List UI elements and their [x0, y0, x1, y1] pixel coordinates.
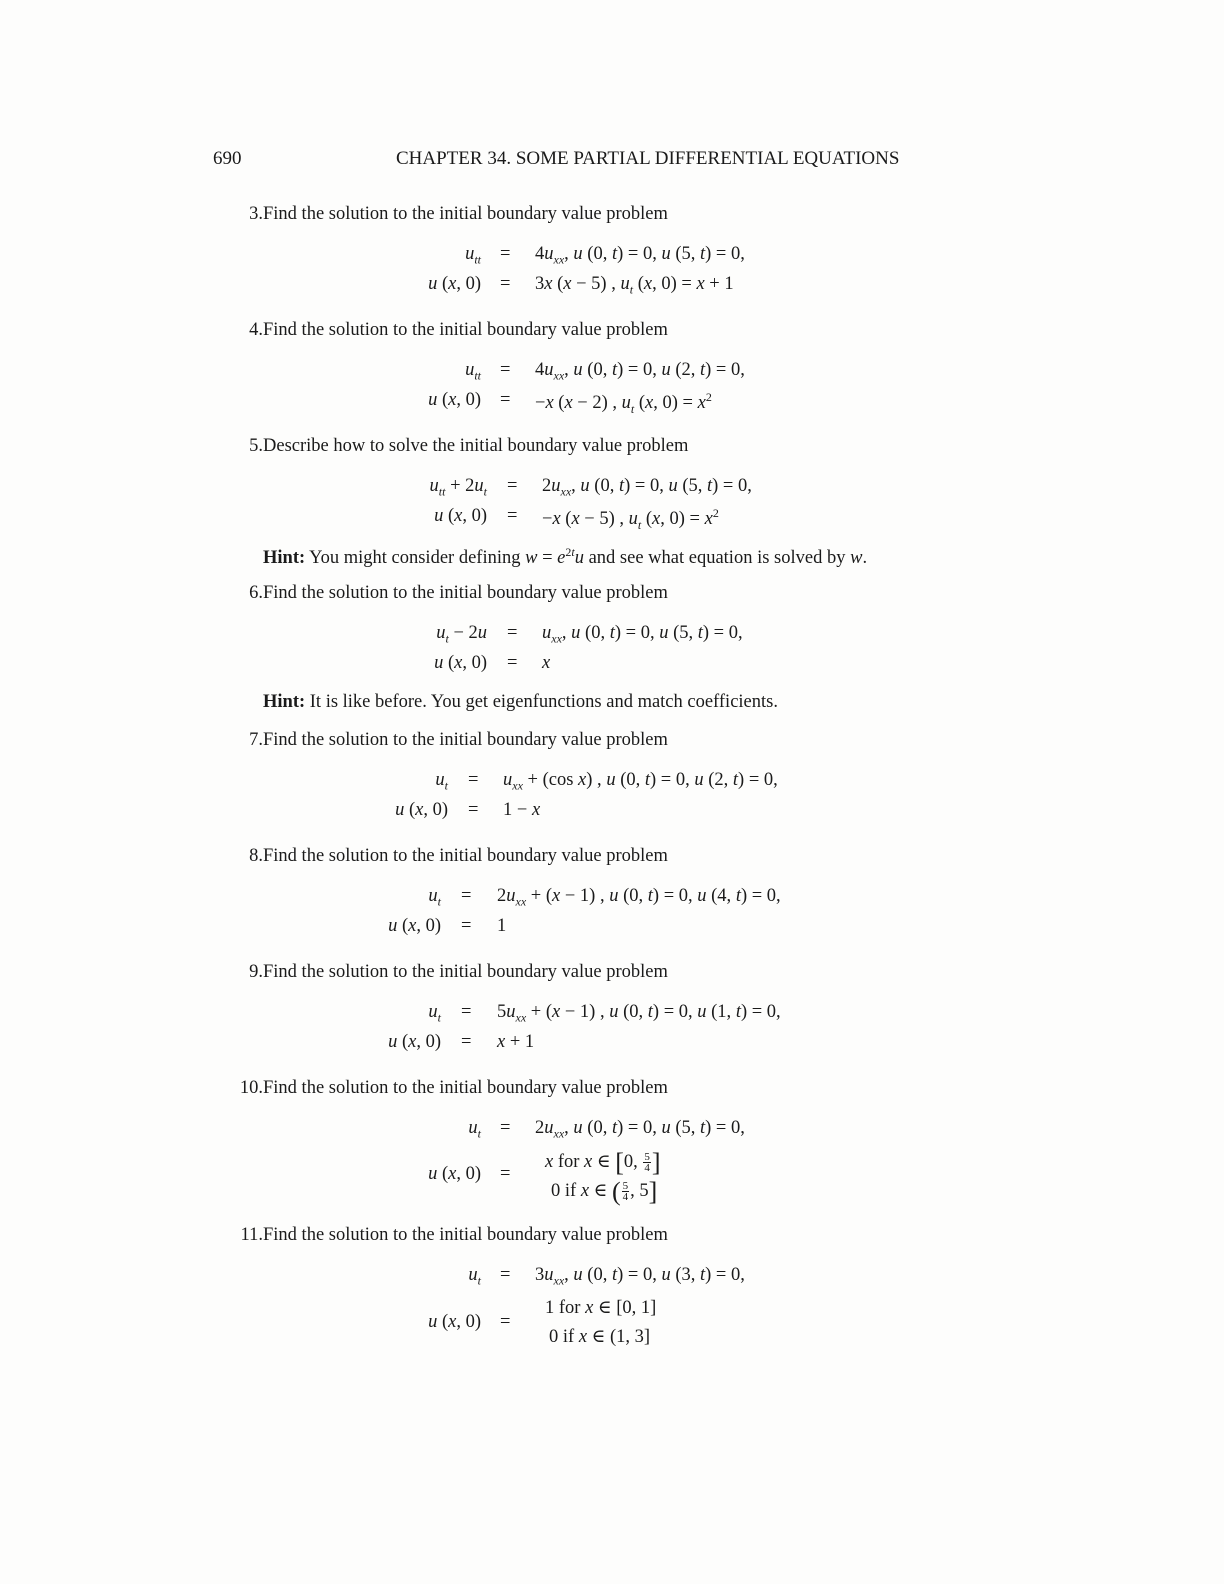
problem-number: 10. — [239, 1078, 263, 1098]
piecewise-case: 0 if x ∈ ( $\frac{5}{4}$ , 5] — [551, 1177, 658, 1206]
eq-rel: = — [500, 390, 511, 410]
eq-rhs: x — [542, 653, 551, 673]
problem-text: Describe how to solve the initial boundary value problem — [263, 436, 689, 456]
problem-number: 6. — [249, 583, 263, 603]
eq-lhs: $u_t$ — [435, 770, 448, 793]
eq-rhs: $3u_{xx}$, u (0, t) = 0, u (3, t) = 0, — [535, 1265, 745, 1288]
problem-text: Find the solution to the initial boundary value problem — [263, 320, 668, 340]
eq-lhs: $u_t$ — [468, 1118, 481, 1141]
eq-rel: = — [500, 1164, 511, 1184]
eq-rhs: x + 1 — [497, 1032, 535, 1052]
eq-lhs: $u_{tt}$ — [465, 244, 481, 267]
problem-number: 7. — [249, 730, 263, 750]
problem-number: 3. — [249, 204, 263, 224]
chapter-title: CHAPTER 34. SOME PARTIAL DIFFERENTIAL EQUATIONS — [396, 148, 900, 169]
eq-lhs: $u_{tt} + 2u_t$ — [429, 476, 487, 499]
problem-number: 9. — [249, 962, 263, 982]
hint — [263, 545, 867, 569]
eq-rhs: $4u_{xx}$, u (0, t) = 0, u (5, t) = 0, — [535, 244, 745, 267]
eq-rel: = — [468, 800, 479, 820]
eq-lhs: $u_t$ — [468, 1265, 481, 1288]
eq-rel: = — [507, 506, 518, 526]
piecewise-case: 1 for x ∈ [0, 1] — [545, 1298, 657, 1318]
problem-text: Find the solution to the initial boundary value problem — [263, 730, 668, 750]
eq-lhs: u (x, 0) — [434, 653, 487, 673]
eq-rhs: $4u_{xx}$, u (0, t) = 0, u (2, t) = 0, — [535, 360, 745, 383]
problem-number: 8. — [249, 846, 263, 866]
eq-rel: = — [461, 1032, 472, 1052]
eq-rhs: $2u_{xx}$, u (0, t) = 0, u (5, t) = 0, — [535, 1118, 745, 1141]
eq-rel: = — [461, 886, 472, 906]
eq-rel: = — [500, 1265, 511, 1285]
eq-rhs: $u_{xx} + (\cos$ x) , u (0, t) = 0, u (2, t) = 0, — [503, 770, 778, 793]
hint-text: You might consider defining $w = e^{2t}u$ and see what equation is solved by w. — [309, 545, 868, 569]
eq-rel: = — [500, 360, 511, 380]
eq-lhs: u (x, 0) — [395, 800, 448, 820]
eq-lhs: $u_t$ — [428, 886, 441, 909]
problem-number: 4. — [249, 320, 263, 340]
eq-lhs: $u_t - 2u$ — [436, 623, 487, 646]
eq-rhs: $2u_{xx}$, u (0, t) = 0, u (5, t) = 0, — [542, 476, 752, 499]
problem-text: Find the solution to the initial boundary value problem — [263, 846, 668, 866]
eq-rel: = — [500, 244, 511, 264]
problem-number: 5. — [249, 436, 263, 456]
problem-text: Find the solution to the initial boundary value problem — [263, 204, 668, 224]
eq-rel: = — [468, 770, 479, 790]
hint — [263, 692, 778, 713]
piecewise-case: 0 if x ∈ (1, 3] — [549, 1327, 651, 1347]
eq-rhs: 3x (x − 5) , $u_t$ (x, 0) = x + 1 — [535, 274, 734, 297]
eq-rel: = — [507, 476, 518, 496]
problem-text: Find the solution to the initial boundary value problem — [263, 962, 668, 982]
eq-rhs: $5u_{xx} + (x - 1)$ , u (0, t) = 0, u (1, t) = 0, — [497, 1002, 781, 1025]
hint-label: Hint: — [263, 548, 306, 569]
eq-rhs: −x (x − 5) , $u_t$ (x, $0) = x^2$ — [542, 506, 719, 532]
eq-rhs: 1 − x — [503, 800, 541, 820]
eq-lhs: u (x, 0) — [428, 274, 481, 294]
eq-rel: = — [500, 274, 511, 294]
hint-text: It is like before. You get eigenfunctions and match coefficients. — [309, 692, 778, 712]
eq-rel: = — [500, 1118, 511, 1138]
problem-text: Find the solution to the initial boundary value problem — [263, 583, 668, 603]
hint-label: Hint: — [263, 692, 306, 712]
problem-text: Find the solution to the initial boundary value problem — [263, 1225, 668, 1245]
eq-rel: = — [507, 653, 518, 673]
eq-rhs: $u_{xx}$, u (0, t) = 0, u (5, t) = 0, — [542, 623, 743, 646]
eq-rhs: 1 — [497, 916, 507, 936]
eq-lhs: u (x, 0) — [428, 390, 481, 410]
problem-number: 11. — [240, 1225, 263, 1245]
eq-lhs: u (x, 0) — [428, 1164, 481, 1184]
eq-rel: = — [500, 1312, 511, 1332]
eq-lhs: u (x, 0) — [388, 916, 441, 936]
page-number: 690 — [213, 148, 242, 169]
eq-rhs: −x (x − 2) , $u_t$ (x, $0) = x^2$ — [535, 390, 712, 416]
eq-lhs: u (x, 0) — [428, 1312, 481, 1332]
eq-lhs: $u_{tt}$ — [465, 360, 481, 383]
eq-rhs: $2u_{xx} + (x - 1)$ , u (0, t) = 0, u (4, t) = 0, — [497, 886, 781, 909]
eq-lhs: $u_t$ — [428, 1002, 441, 1025]
problem-text: Find the solution to the initial boundary value problem — [263, 1078, 668, 1098]
eq-lhs: u (x, 0) — [434, 506, 487, 526]
eq-rel: = — [507, 623, 518, 643]
piecewise-case: x for x ∈ [0, $\frac{5}{4}$ ] — [545, 1148, 661, 1177]
eq-lhs: u (x, 0) — [388, 1032, 441, 1052]
eq-rel: = — [461, 1002, 472, 1022]
eq-rel: = — [461, 916, 472, 936]
